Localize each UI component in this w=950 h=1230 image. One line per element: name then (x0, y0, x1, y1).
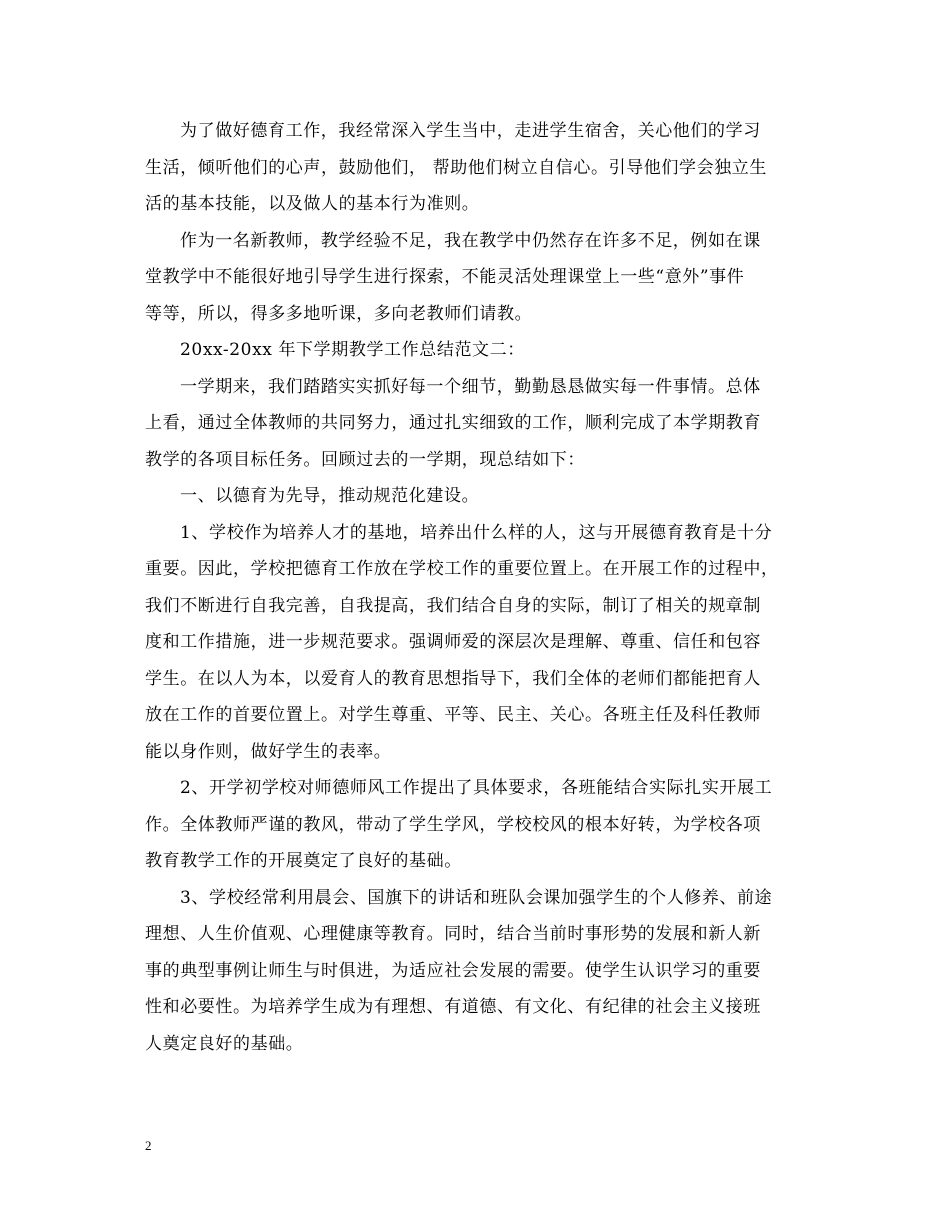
paragraph-line: 能以身作则，做好学生的表率。 (145, 741, 392, 762)
paragraph-first-line: 作为一名新教师，教学经验不足，我在教学中仍然存在许多不足，例如在课 (180, 230, 761, 251)
paragraph-line: 生活，倾听他们的心声，鼓励他们， 帮助他们树立自信心。引导他们学会独立生 (145, 157, 768, 178)
paragraph-first-line: 3、学校经常利用晨会、国旗下的讲话和班队会课加强学生的个人修养、前途 (180, 887, 773, 908)
paragraph-line: 教学的各项目标任务。回顾过去的一学期，现总结如下： (145, 449, 585, 470)
paragraph-line: 我们不断进行自我完善，自我提高，我们结合自身的实际，制订了相关的规章制 (145, 595, 761, 616)
paragraph-line: 教育教学工作的开展奠定了良好的基础。 (145, 851, 462, 871)
paragraph-first-line: 一、以德育为先导，推动规范化建设。 (180, 486, 480, 506)
paragraph-line: 人奠定良好的基础。 (145, 1033, 304, 1054)
paragraph-line: 事的典型事例让师生与时俱进，为适应社会发展的需要。使学生认识学习的重要 (145, 960, 761, 981)
paragraph-line: 重要。因此，学校把德育工作放在学校工作的重要位置上。在开展工作的过程中， (145, 559, 779, 579)
paragraph-line: 放在工作的首要位置上。对学生尊重、平等、民主、关心。各班主任及科任教师 (145, 705, 761, 725)
paragraph-line: 理想、人生价值观、心理健康等教育。同时，结合当前时事形势的发展和新人新 (145, 924, 761, 944)
paragraph-first-line: 为了做好德育工作，我经常深入学生当中，走进学生宿舍，关心他们的学习 (180, 121, 761, 141)
page-number: 2 (145, 1138, 152, 1153)
paragraph-line: 作。全体教师严谨的教风，带动了学生学风，学校校风的根本好转，为学校各项 (145, 814, 761, 835)
paragraph-line: 堂教学中不能很好地引导学生进行探索，不能灵活处理课堂上一些“意外”事件 (145, 267, 745, 287)
paragraph-line: 等等，所以，得多多地听课，多向老教师们请教。 (145, 303, 533, 324)
paragraph-first-line: 2、开学初学校对师德师风工作提出了具体要求，各班能结合实际扎实开展工 (180, 778, 773, 798)
paragraph-line: 上看，通过全体教师的共同努力，通过扎实细致的工作，顺利完成了本学期教育 (145, 413, 761, 433)
paragraph-line: 学生。在以人为本，以爱育人的教育思想指导下，我们全体的老师们都能把育人 (145, 668, 761, 689)
paragraph-line: 度和工作措施，进一步规范要求。强调师爱的深层次是理解、尊重、信任和包容 (145, 632, 761, 652)
paragraph-first-line: 一学期来，我们踏踏实实抓好每一个细节，勤勤恳恳做实每一件事情。总体 (180, 376, 761, 397)
paragraph-first-line: 1、学校作为培养人才的基地，培养出什么样的人，这与开展德育教育是十分 (180, 522, 773, 543)
paragraph-line: 活的基本技能，以及做人的基本行为准则。 (145, 194, 480, 214)
paragraph-first-line: 20xx-20xx 年下学期教学工作总结范文二： (180, 340, 525, 360)
paragraph-line: 性和必要性。为培养学生成为有理想、有道德、有文化、有纪律的社会主义接班 (145, 997, 761, 1017)
